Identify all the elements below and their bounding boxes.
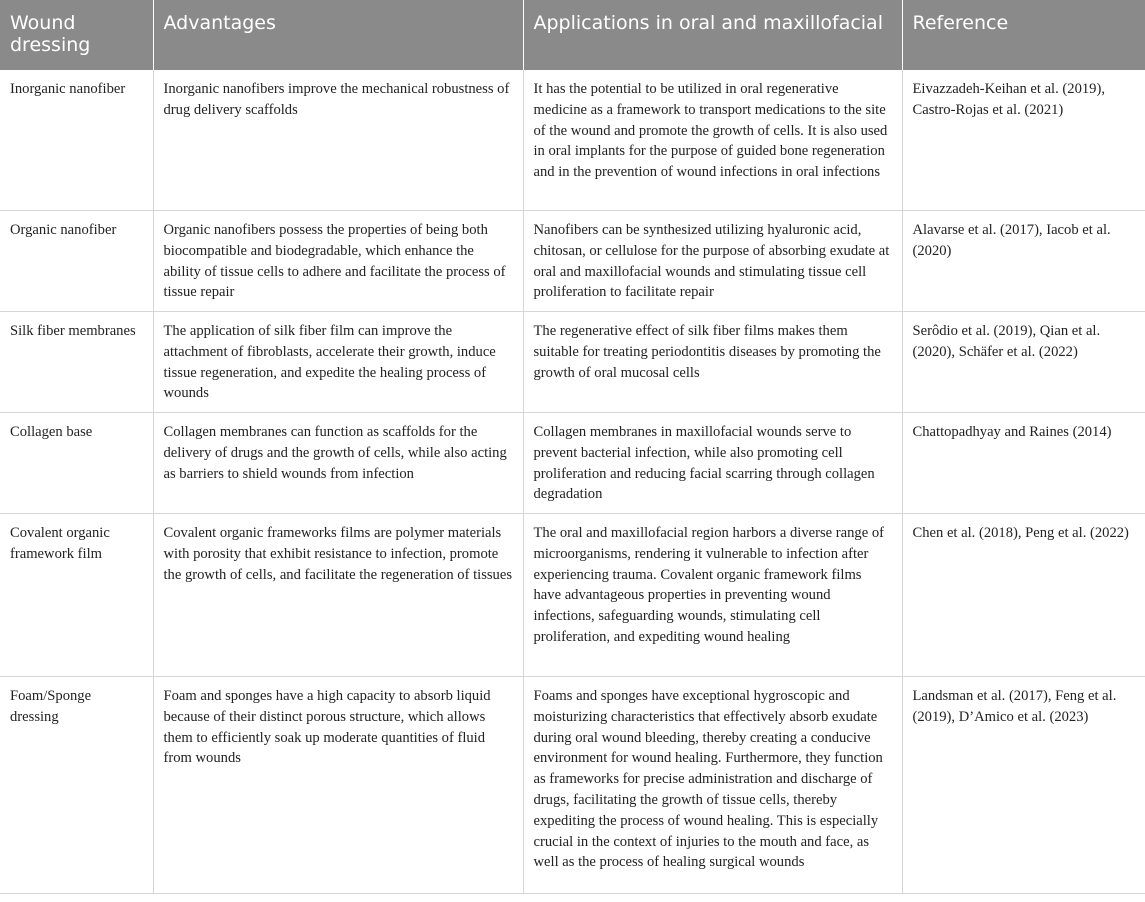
- cell-reference: Chen et al. (2018), Peng et al. (2022): [902, 514, 1145, 677]
- header-advantages: Advantages: [153, 0, 523, 70]
- table-row: [0, 312, 1145, 413]
- cell-applications: The oral and maxillofacial region harbors a diverse range of microorganisms, rendering it vulnerable to infection after experiencing trauma. Covalent organic framework films have advantageous properties in preventing wound infections, safeguarding wounds, stimulating cell proliferation, and expediting wound healing: [523, 514, 902, 677]
- header-wound-dressing: Wound dressing: [0, 0, 153, 70]
- cell-applications: Nanofibers can be synthesized utilizing hyaluronic acid, chitosan, or cellulose for the purpose of absorbing exudate at oral and maxillofacial wounds and stimulating tissue cell proliferation to facilitate repair: [523, 211, 902, 312]
- cell-applications: Collagen membranes in maxillofacial wounds serve to prevent bacterial infection, while also promoting cell proliferation and reducing facial scarring through collagen degradation: [523, 413, 902, 514]
- cell-applications: It has the potential to be utilized in oral regenerative medicine as a framework to transport medications to the site of the wound and promote the growth of cells. It is also used in oral implants for the purpose of guided bone regeneration and in the prevention of wound infections in oral infections: [523, 70, 902, 211]
- table-body: [0, 70, 1145, 894]
- cell-wound-dressing: Silk fiber membranes: [0, 312, 153, 413]
- cell-reference: Landsman et al. (2017), Feng et al. (2019), D’Amico et al. (2023): [902, 677, 1145, 894]
- table-row: [0, 514, 1145, 677]
- header-applications: Applications in oral and maxillofacial: [523, 0, 902, 70]
- cell-wound-dressing: Organic nanofiber: [0, 211, 153, 312]
- cell-advantages: Foam and sponges have a high capacity to absorb liquid because of their distinct porous structure, which allows them to efficiently soak up moderate quantities of fluid from wounds: [153, 677, 523, 894]
- cell-wound-dressing: Collagen base: [0, 413, 153, 514]
- table-row: [0, 70, 1145, 211]
- cell-reference: Alavarse et al. (2017), Iacob et al. (2020): [902, 211, 1145, 312]
- cell-reference: Eivazzadeh-Keihan et al. (2019), Castro-Rojas et al. (2021): [902, 70, 1145, 211]
- cell-wound-dressing: Inorganic nanofiber: [0, 70, 153, 211]
- cell-wound-dressing: Foam/Sponge dressing: [0, 677, 153, 894]
- table-row: [0, 413, 1145, 514]
- cell-reference: Chattopadhyay and Raines (2014): [902, 413, 1145, 514]
- table-header: [0, 0, 1145, 70]
- cell-applications: Foams and sponges have exceptional hygroscopic and moisturizing characteristics that effectively absorb exudate during oral wound bleeding, thereby creating a conducive environment for wound healing. Furthermore, they function as frameworks for precise administration and discharge of drugs, facilitating the growth of tissue cells, thereby expediting the process of wound healing. This is especially crucial in the context of injuries to the mouth and face, as well as the process of healing surgical wounds: [523, 677, 902, 894]
- cell-wound-dressing: Covalent organic framework film: [0, 514, 153, 677]
- cell-reference: Serôdio et al. (2019), Qian et al. (2020), Schäfer et al. (2022): [902, 312, 1145, 413]
- cell-advantages: Collagen membranes can function as scaffolds for the delivery of drugs and the growth of cells, while also acting as barriers to shield wounds from infection: [153, 413, 523, 514]
- header-row: [0, 0, 1145, 70]
- cell-advantages: Organic nanofibers possess the properties of being both biocompatible and biodegradable, which enhance the ability of tissue cells to adhere and facilitate the process of tissue repair: [153, 211, 523, 312]
- table-row: [0, 677, 1145, 894]
- cell-applications: The regenerative effect of silk fiber films makes them suitable for treating periodontitis diseases by promoting the growth of oral mucosal cells: [523, 312, 902, 413]
- table-row: [0, 211, 1145, 312]
- cell-advantages: Covalent organic frameworks films are polymer materials with porosity that exhibit resistance to infection, promote the growth of cells, and facilitate the regeneration of tissues: [153, 514, 523, 677]
- header-reference: Reference: [902, 0, 1145, 70]
- cell-advantages: Inorganic nanofibers improve the mechanical robustness of drug delivery scaffolds: [153, 70, 523, 211]
- cell-advantages: The application of silk fiber film can improve the attachment of fibroblasts, accelerate their growth, induce tissue regeneration, and expedite the healing process of wounds: [153, 312, 523, 413]
